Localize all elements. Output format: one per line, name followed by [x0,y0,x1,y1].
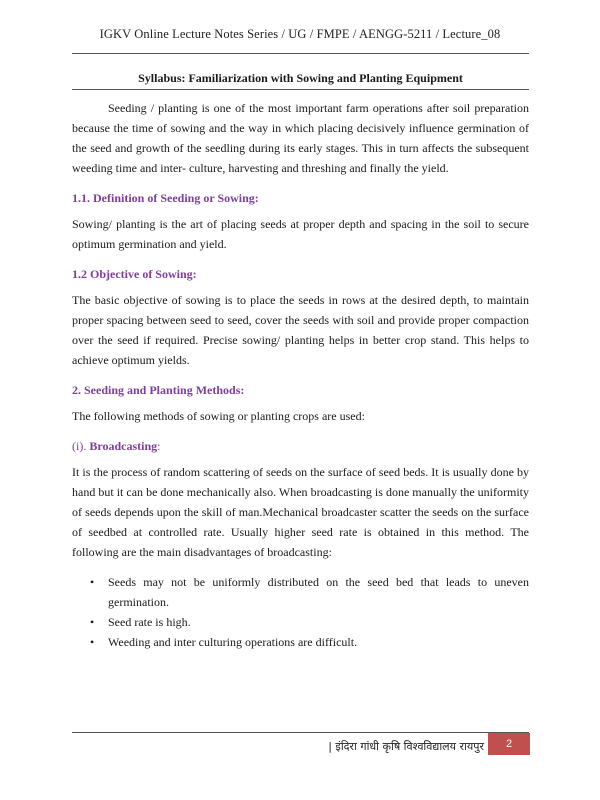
broadcasting-label: Broadcasting [89,439,158,453]
broadcasting-number: (i). [72,439,90,453]
syllabus-title: Syllabus: Familiarization with Sowing and Planting Equipment [138,71,463,85]
page-content [72,96,529,652]
running-header: IGKV Online Lecture Notes Series / UG / FMPE / AENGG-5211 / Lecture_08 [99,27,501,41]
bullet-icon: • [90,615,95,629]
section-heading-1-1: 1.1. Definition of Seeding or Sowing: [72,191,259,205]
list-item: • Weeding and inter culturing operations are difficult. [108,632,529,652]
syllabus-rule [72,89,529,90]
page-number-badge: 2 [488,733,530,755]
header-rule [72,53,529,54]
objective-paragraph: The basic objective of sowing is to place the seeds in rows at the desired depth, to maintain proper spacing between seed to seed, cover the seeds with soil and provide proper compaction over the seed if required. Precise sowing/ planting helps in better crop stand. This helps to achieve optimum yields. [72,293,529,367]
bullet-icon: • [90,635,95,649]
footer-rule [72,732,529,733]
definition-paragraph: Sowing/ planting is the art of placing seeds at proper depth and spacing in the soil to secure optimum germination and yield. [72,217,529,251]
list-item: • Seeds may not be uniformly distributed on the seed bed that leads to uneven germination. [108,572,529,612]
list-item: • Seed rate is high. [108,612,529,632]
section-heading-1-2: 1.2 Objective of Sowing: [72,267,197,281]
section-heading-2: 2. Seeding and Planting Methods: [72,383,245,397]
methods-intro: The following methods of sowing or planting crops are used: [72,409,365,423]
broadcasting-colon: : [157,439,161,453]
intro-paragraph: Seeding / planting is one of the most important farm operations after soil preparation because the time of sowing and the way in which placing decisively influence germination of the seed and growth of the seedling during its early stages. This in turn affects the subsequent weeding time and inter- culture, harvesting and threshing and finally the yield. [72,101,529,175]
bullet-icon: • [90,575,95,589]
broadcasting-heading [72,436,529,456]
disadvantages-list [72,572,529,652]
footer-university-name: | इंदिरा गांधी कृषि विश्वविद्यालय रायपुर [328,740,484,753]
broadcasting-paragraph: It is the process of random scattering of seeds on the surface of seed beds. It is usually done by hand but it can be done mechanically also. When broadcasting is done manually the uniformity of seeds depends upon the skill of man.Mechanical broadcaster scatter the seeds on the surface of seedbed at controlled rate. Usually higher seed rate is obtained in this method. The following are the main disadvantages of broadcasting: [72,465,529,559]
